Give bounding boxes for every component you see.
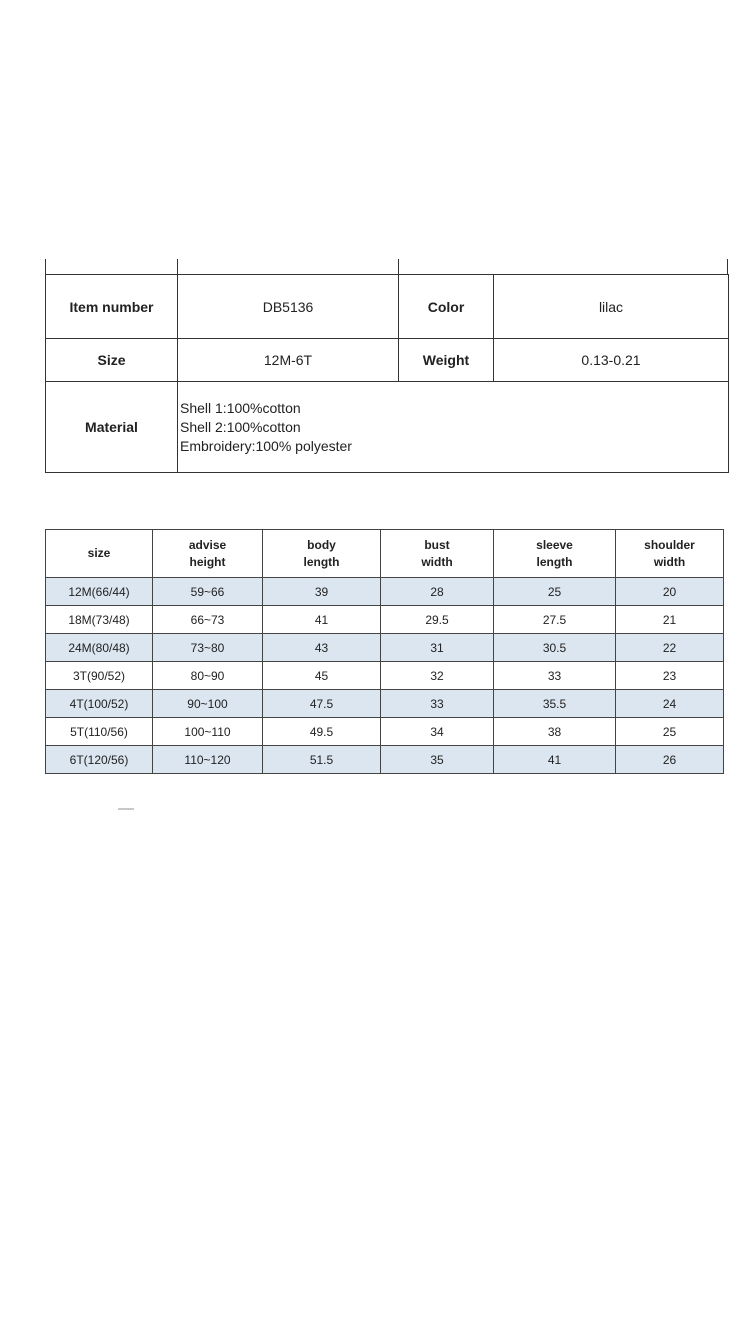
column-header: [46, 530, 153, 578]
table-cell: 100~110: [153, 718, 263, 746]
column-header: [381, 530, 494, 578]
product-info-section: [45, 259, 728, 473]
table-row: [46, 606, 724, 634]
color-value: lilac: [494, 275, 729, 339]
table-row: [46, 690, 724, 718]
table-row: [46, 662, 724, 690]
table-cell: 59~66: [153, 578, 263, 606]
column-header-line: length: [303, 554, 340, 569]
table-cell: 73~80: [153, 634, 263, 662]
table-cell: 21: [616, 606, 724, 634]
divider-mark: [118, 808, 134, 810]
item-number-value: DB5136: [178, 275, 399, 339]
table-cell: 22: [616, 634, 724, 662]
table-row: [46, 746, 724, 774]
material-line: Shell 1:100%cotton: [180, 399, 301, 416]
info-row-item-number: [46, 275, 729, 339]
column-header-line: bust: [424, 537, 450, 552]
material-label: Material: [46, 382, 178, 473]
material-line: Embroidery:100% polyester: [180, 437, 352, 454]
column-header-line: shoulder: [644, 537, 695, 552]
column-header-line: length: [536, 554, 573, 569]
column-header: [616, 530, 724, 578]
table-cell: 49.5: [263, 718, 381, 746]
column-header-line: advise: [188, 537, 227, 552]
size-chart-body: [46, 578, 724, 774]
table-cell: 45: [263, 662, 381, 690]
info-row-size: [46, 339, 729, 382]
column-header-line: size: [87, 546, 111, 560]
table-cell: 38: [494, 718, 616, 746]
table-cell: 35.5: [494, 690, 616, 718]
column-divider: [398, 259, 399, 274]
table-row: [46, 718, 724, 746]
column-header-line: height: [189, 554, 226, 569]
table-cell: 31: [381, 634, 494, 662]
table-cell: 12M(66/44): [46, 578, 153, 606]
table-cell: 41: [263, 606, 381, 634]
table-cell: 25: [616, 718, 724, 746]
color-label: Color: [399, 275, 494, 339]
table-cell: 23: [616, 662, 724, 690]
table-cell: 41: [494, 746, 616, 774]
table-row: [46, 634, 724, 662]
table-cell: 18M(73/48): [46, 606, 153, 634]
size-label: Size: [46, 339, 178, 382]
table-cell: 90~100: [153, 690, 263, 718]
item-number-label: Item number: [46, 275, 178, 339]
table-cell: 26: [616, 746, 724, 774]
table-cell: 43: [263, 634, 381, 662]
size-chart-header-row: [46, 530, 724, 578]
table-cell: 33: [381, 690, 494, 718]
table-cell: 33: [494, 662, 616, 690]
material-line: Shell 2:100%cotton: [180, 418, 301, 435]
table-cell: 5T(110/56): [46, 718, 153, 746]
product-info-table: [45, 274, 729, 473]
table-cell: 66~73: [153, 606, 263, 634]
table-cell: 110~120: [153, 746, 263, 774]
table-cell: 28: [381, 578, 494, 606]
weight-label: Weight: [399, 339, 494, 382]
table-cell: 47.5: [263, 690, 381, 718]
column-header-line: width: [653, 554, 686, 569]
weight-value: 0.13-0.21: [494, 339, 729, 382]
size-value: 12M-6T: [178, 339, 399, 382]
info-row-material: [46, 382, 729, 473]
table-cell: 20: [616, 578, 724, 606]
table-cell: 35: [381, 746, 494, 774]
size-chart-table: [45, 529, 724, 774]
table-cell: 30.5: [494, 634, 616, 662]
info-table-top-edge: [45, 259, 728, 274]
column-header-line: body: [307, 537, 336, 552]
table-cell: 39: [263, 578, 381, 606]
material-value: [178, 382, 729, 473]
column-header: [153, 530, 263, 578]
table-cell: 80~90: [153, 662, 263, 690]
column-header: [494, 530, 616, 578]
table-cell: 27.5: [494, 606, 616, 634]
column-divider: [177, 259, 178, 274]
column-header-line: width: [421, 554, 453, 569]
table-cell: 34: [381, 718, 494, 746]
table-cell: 4T(100/52): [46, 690, 153, 718]
table-cell: 51.5: [263, 746, 381, 774]
table-cell: 6T(120/56): [46, 746, 153, 774]
table-row: [46, 578, 724, 606]
table-cell: 29.5: [381, 606, 494, 634]
table-cell: 25: [494, 578, 616, 606]
column-header: [263, 530, 381, 578]
column-header-line: sleeve: [536, 537, 573, 552]
table-cell: 32: [381, 662, 494, 690]
table-cell: 24M(80/48): [46, 634, 153, 662]
table-cell: 3T(90/52): [46, 662, 153, 690]
table-cell: 24: [616, 690, 724, 718]
